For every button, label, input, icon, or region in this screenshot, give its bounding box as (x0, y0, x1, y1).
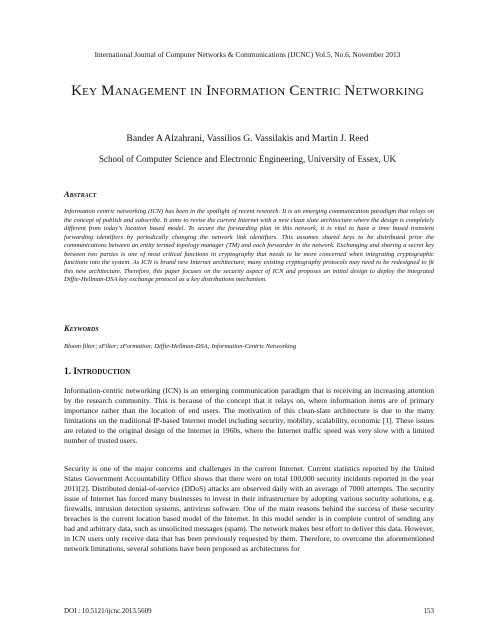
doi-footer: DOI : 10.5121/ijcnc.2013.5609 (64, 607, 152, 615)
author-list: Bander A Alzahrani, Vassilios G. Vassilakis and Martin J. Reed (126, 133, 369, 144)
author-affiliation: School of Computer Science and Electronic Engineering, University of Essex, UK (99, 154, 396, 164)
keywords-heading: Keywords (64, 324, 99, 333)
journal-header: International Journal of Computer Networks & Communications (IJCNC) Vol.5, No.6, November 2013 (94, 50, 401, 59)
paper-title: Key Management in Information Centric Networking (71, 83, 424, 99)
abstract-heading: Abstract (64, 190, 97, 199)
abstract-text: Information centric networking (ICN) has been in the spotlight of recent research. It is an emerging communication paradigm that relays on the concept of publish and subscribe. It aims to revise the current Internet with a new clean slate architecture where the design is completely different from today's location based model. To secure the forwarding plan in this network, it is vital to have a time based transient forwarding identifiers by periodically changing the network link identifiers. This assumes shared keys to be distributed prior the communications between an entity termed topology manager (TM) and each forwarder in the network. Exchanging and sharing a secret key between two parties is one of most critical functions in cryptography that needs to be more concerned when integrating cryptographic functions into the system. As ICN is brand new Internet architecture, many existing cryptography protocols may need to be redesigned to fit this new architecture. Therefore, this paper focuses on the security aspect of ICN and proposes an initial design to deploy the integrated Diffie-Hellman-DSA key exchange protocol as a key distributions mechanism. (64, 208, 434, 283)
introduction-heading: 1. Introduction (64, 367, 131, 377)
keywords-text: Bloom filter; zFilter; zFormation; Diffie-Hellman-DSA; Information-Centric Networking (64, 343, 297, 350)
page-number: 153 (423, 607, 434, 615)
introduction-paragraph: Security is one of the major concerns and challenges in the current Internet. Current statistics reported by the United States Government Accountability Office shows that there were on total 100,000 security incidents reported in the year 2011[2]. Distributed denial-of-service (DDoS) attacks are observed daily with an average of 7000 attempts. The security issue of Internet has forced many businesses to invest in their infrastructure by adopting various security solutions, e.g. firewalls, intrusion detection systems, antivirus software. One of the main reasons behind the success of these security breaches is the current location based model of the Internet. In this model sender is in complete control of sending any bad and arbitrary data, such as unsolicited messages (spam). The network makes best effort to deliver this data. However, in ICN users only receive data that has been previously requested by them. Therefore, to overcome the aforementioned network limitations, several solutions have been proposed as architectures for (64, 464, 434, 553)
introduction-paragraph: Information-centric networking (ICN) is an emerging communication paradigm that is receiving an increasing attention by the research community. This is because of the concept that it relays on, where information items are of primary importance rather than the location of end users. The motivation of this clean-slate architecture is due to the many limitations on the traditional IP-based Internet model including security, mobility, scalability, economic [1]. These issues are related to the original design of the Internet in 1960s, where the Internet traffic speed was very slow with a limited number of trusted users. (64, 386, 434, 445)
